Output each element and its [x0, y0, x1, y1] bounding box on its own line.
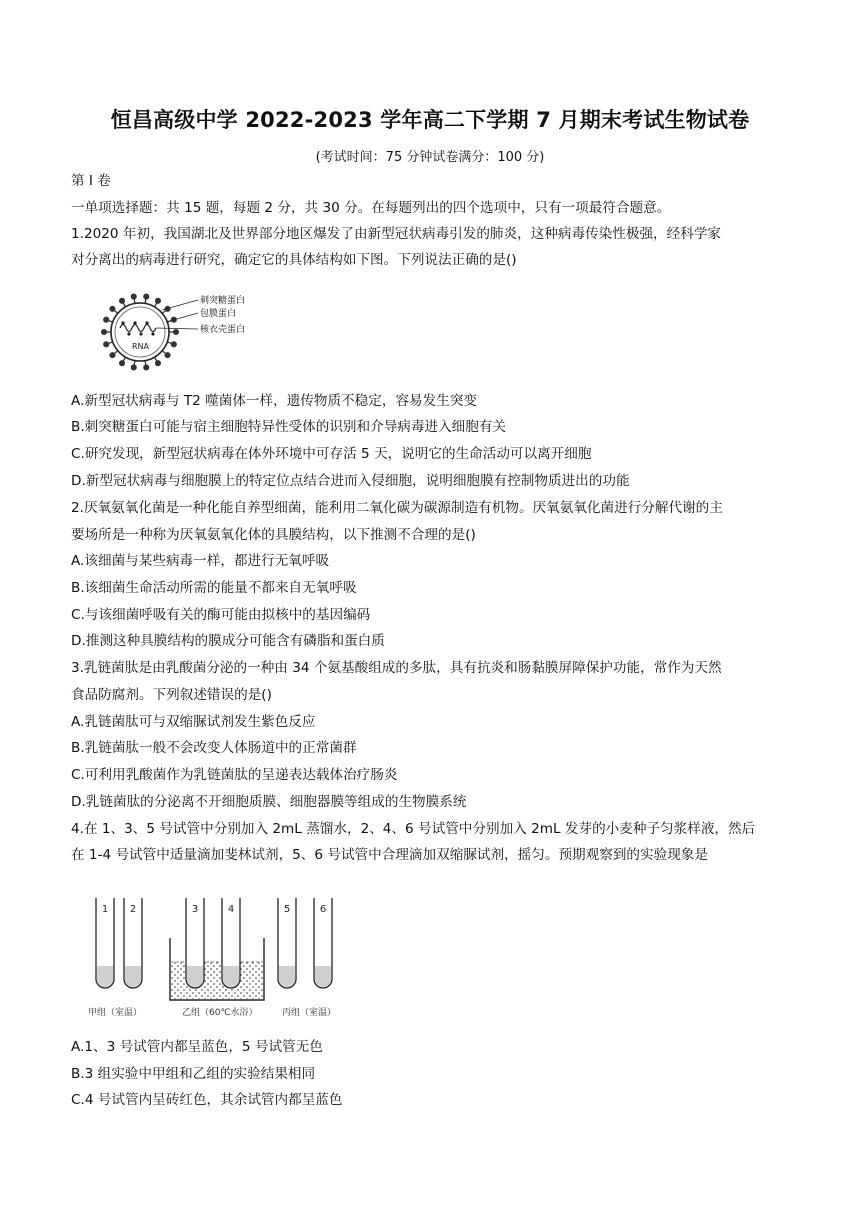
spike-head	[144, 294, 149, 299]
spike-head	[156, 298, 161, 303]
tube-liquid	[315, 966, 331, 987]
q1-stem-line-1: 1.2020 年初，我国湖北及世界部分地区爆发了由新型冠状病毒引发的肺炎，这种病毒传染性极强，经科学家	[71, 226, 722, 242]
virus-envelope	[111, 303, 169, 361]
tube-number-label: 5	[283, 904, 291, 915]
spike-head	[131, 294, 136, 299]
group-c-label: 丙组（室温）	[282, 1008, 337, 1018]
q4-option-c: C.4 号试管内呈砖红色，其余试管内都呈蓝色	[71, 1092, 343, 1108]
water-bath-water	[171, 962, 263, 999]
spike-head	[104, 317, 109, 322]
tube-number-label: 2	[129, 904, 137, 915]
leader-line-envelope	[166, 313, 198, 322]
test-tube-figure	[86, 892, 348, 1020]
q3-option-a: A.乳链菌肽可与双缩脲试剂发生紫色反应	[71, 714, 316, 730]
q1-option-d: D.新型冠状病毒与细胞膜上的特定位点结合进而入侵细胞，说明细胞膜有控制物质进出的功能	[71, 473, 630, 489]
exam-title: 恒昌高级中学 2022-2023 学年高二下学期 7 月期末考试生物试卷	[110, 108, 750, 132]
q2-option-a: A.该细菌与某些病毒一样，都进行无氧呼吸	[71, 553, 330, 569]
spike-head	[110, 353, 115, 358]
q3-stem-line-2: 食品防腐剂。下列叙述错误的是()	[71, 687, 272, 703]
group-a-label: 甲组（室温）	[88, 1008, 143, 1018]
leader-line-spike	[162, 300, 198, 310]
q4-stem-line-2: 在 1-4 号试管中适量滴加斐林试剂，5、6 号试管中合理滴加双缩脲试剂，摇匀。预期观察到的实验现象是	[71, 847, 708, 863]
tube-number-label: 3	[191, 904, 199, 915]
spike-head	[110, 306, 115, 311]
q2-stem-line-2: 要场所是一种称为厌氧氨氧化体的具膜结构，以下推测不合理的是()	[71, 527, 476, 543]
q3-option-d: D.乳链菌肽的分泌离不开细胞质膜、细胞器膜等组成的生物膜系统	[71, 794, 467, 810]
q4-option-b: B.3 组实验中甲组和乙组的实验结果相同	[71, 1066, 316, 1082]
tube-number-label: 1	[101, 904, 109, 915]
tube-liquid	[125, 966, 141, 987]
spike-head	[165, 353, 170, 358]
q3-option-b: B.乳链菌肽一般不会改变人体肠道中的正常菌群	[71, 740, 357, 756]
group-b-label: 乙组（60℃水浴）	[182, 1008, 258, 1018]
spike-head	[171, 342, 176, 347]
spike-protein-label: 刺突糖蛋白	[200, 296, 246, 306]
tube-liquid	[187, 966, 203, 987]
envelope-protein-label: 包膜蛋白	[200, 309, 237, 319]
section-instructions: 一单项选择题：共 15 题，每题 2 分，共 30 分。在每题列出的四个选项中，只有一项最符合题意。	[71, 200, 671, 216]
tube-number-label: 4	[227, 904, 235, 915]
spike-head	[131, 365, 136, 370]
q4-stem-line-1: 4.在 1、3、5 号试管中分别加入 2mL 蒸馏水，2、4、6 号试管中分别加入 2mL 发芽的小麦种子匀浆样液，然后	[71, 821, 756, 837]
q2-option-b: B.该细菌生命活动所需的能量不都来自无氧呼吸	[71, 580, 357, 596]
spike-head	[156, 361, 161, 366]
q1-stem-line-2: 对分离出的病毒进行研究，确定它的具体结构如下图。下列说法正确的是()	[71, 252, 517, 268]
tube-liquid	[279, 966, 295, 987]
q2-option-d: D.推测这种具膜结构的膜成分可能含有磷脂和蛋白质	[71, 633, 385, 649]
rna-label: RNA	[132, 342, 150, 351]
exam-subtitle: (考试时间：75 分钟试卷满分：100 分)	[315, 150, 545, 165]
q1-option-a: A.新型冠状病毒与 T2 噬菌体一样，遗传物质不稳定，容易发生突变	[71, 393, 478, 409]
spike-head	[144, 365, 149, 370]
q4-option-a: A.1、3 号试管内都呈蓝色，5 号试管无色	[71, 1039, 323, 1055]
spike-head	[120, 361, 125, 366]
spike-head	[174, 330, 179, 335]
q2-stem-line-1: 2.厌氧氨氧化菌是一种化能自养型细菌，能利用二氧化碳为碳源制造有机物。厌氧氨氧化菌进行分解代谢的主	[71, 500, 723, 516]
spike-head	[102, 330, 107, 335]
spike-head	[120, 298, 125, 303]
tube-liquid	[223, 966, 239, 987]
q1-option-c: C.研究发现，新型冠状病毒在体外环境中可存活 5 天，说明它的生命活动可以离开细胞	[71, 446, 592, 462]
q3-stem-line-1: 3.乳链菌肽是由乳酸菌分泌的一种由 34 个氨基酸组成的多肽，具有抗炎和肠黏膜屏障保护功能，常作为天然	[71, 660, 722, 676]
volume-label: 第 I 卷	[71, 173, 111, 189]
spike-head	[104, 342, 109, 347]
nucleocapsid-protein-label: 核衣壳蛋白	[200, 325, 246, 335]
q2-option-c: C.与该细菌呼吸有关的酶可能由拟核中的基因编码	[71, 607, 371, 623]
virus-structure-figure	[94, 292, 258, 374]
tube-liquid	[97, 966, 113, 987]
q3-option-c: C.可利用乳酸菌作为乳链菌肽的呈递表达载体治疗肠炎	[71, 767, 398, 783]
tube-number-label: 6	[319, 904, 327, 915]
q1-option-b: B.刺突糖蛋白可能与宿主细胞特异性受体的识别和介导病毒进入细胞有关	[71, 419, 507, 435]
